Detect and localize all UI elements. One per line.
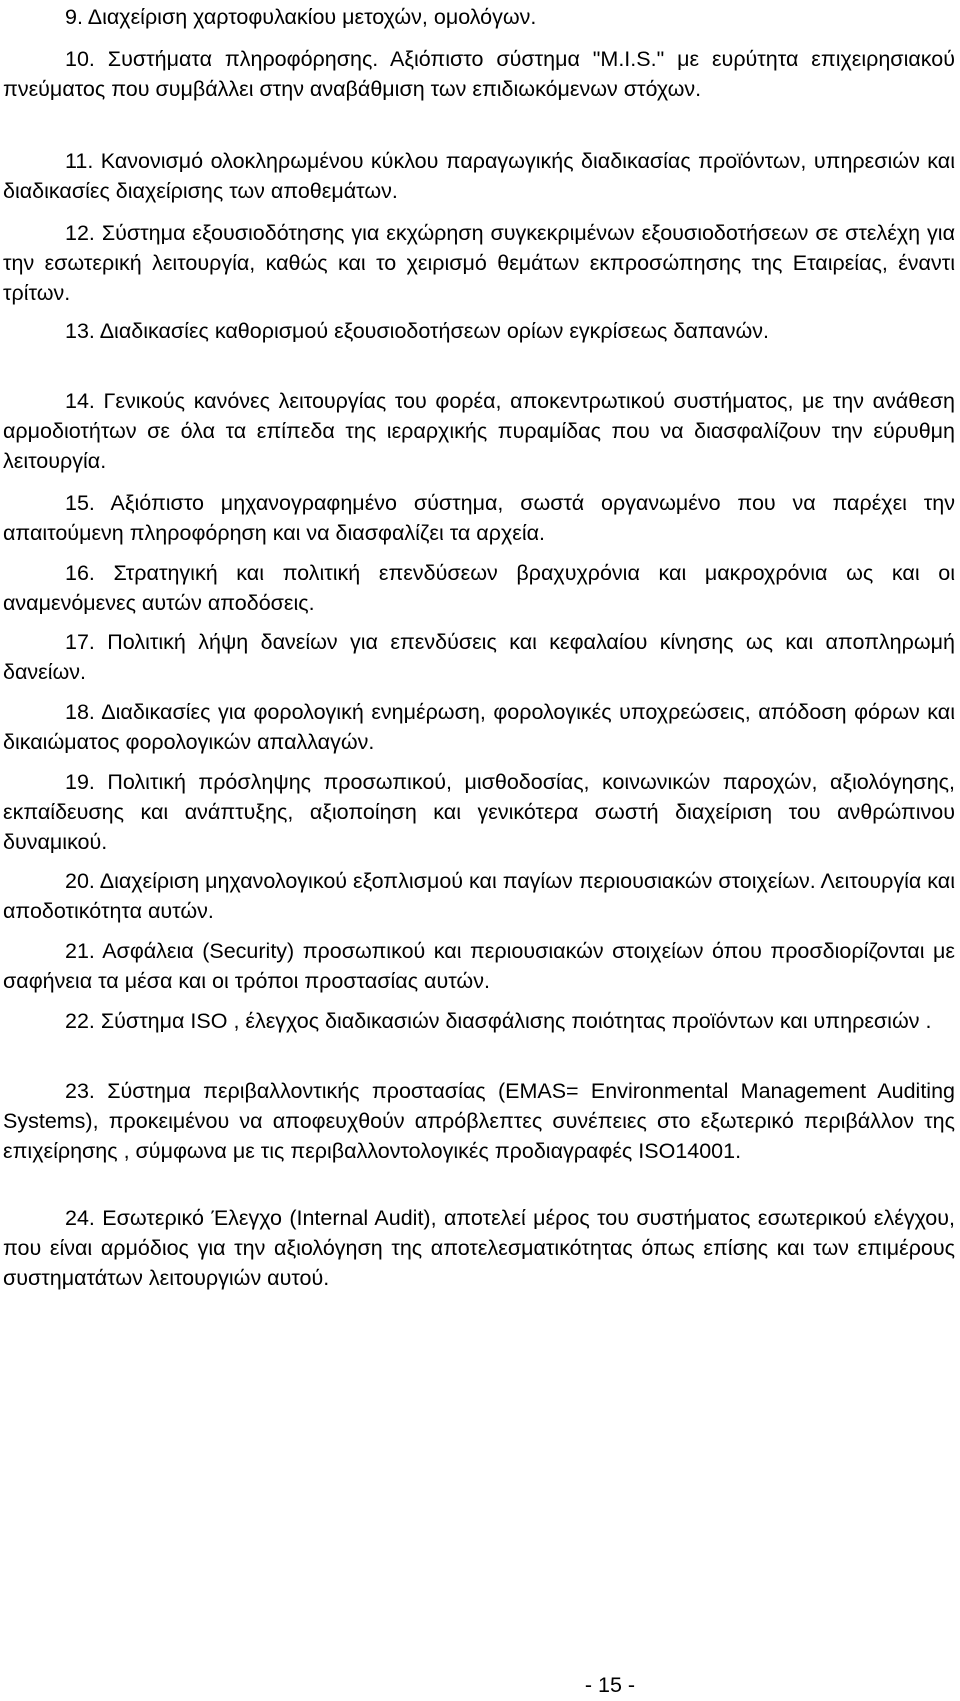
item-text: Πολιτική πρόσληψης προσωπικού, μισθοδοσίας, κοινωνικών παροχών, αξιολόγησης, εκπαίδευσης και ανάπτυξης, αξιοποίηση και γενικότερα σωστή διαχείριση του ανθρώπινου δυναμικού. [3, 770, 955, 854]
list-item-12 [3, 218, 955, 308]
list-item-16 [3, 558, 955, 618]
item-number: 14. [65, 389, 95, 413]
list-item-22 [3, 1006, 955, 1036]
item-number: 13. [65, 319, 95, 343]
item-text: Συστήματα πληροφόρησης. Αξιόπιστο σύστημα "M.I.S." με ευρύτητα επιχειρησιακού πνεύματος που συμβάλλει στην αναβάθμιση των επιδιωκόμενων στόχων. [3, 47, 955, 101]
item-text: Ασφάλεια (Security) προσωπικού και περιουσιακών στοιχείων όπου προσδιορίζονται με σαφήνεια τα μέσα και οι τρόποι προστασίας αυτών. [3, 939, 955, 993]
item-number: 9. [65, 5, 83, 29]
item-number: 16. [65, 561, 95, 585]
list-item-13 [3, 316, 955, 346]
item-number: 18. [65, 700, 95, 724]
item-text: Διαχείριση μηχανολογικού εξοπλισμού και παγίων περιουσιακών στοιχείων. Λειτουργία και αποδοτικότητα αυτών. [3, 869, 955, 923]
page-number: - 15 - [584, 1673, 636, 1697]
list-item-9 [3, 2, 955, 32]
list-item-11 [3, 146, 955, 206]
list-item-24 [3, 1203, 955, 1293]
item-text: Αξιόπιστο μηχανογραφημένο σύστημα, σωστά οργανωμένο που να παρέχει την απαιτούμενη πληροφόρηση και να διασφαλίζει τα αρχεία. [3, 491, 955, 545]
item-text: Κανονισμό ολοκληρωμένου κύκλου παραγωγικής διαδικασίας προϊόντων, υπηρεσιών και διαδικασίες διαχείρισης των αποθεμάτων. [3, 149, 955, 203]
item-number: 22. [65, 1009, 95, 1033]
item-text: Εσωτερικό Έλεγχο (Internal Audit), αποτελεί μέρος του συστήματος εσωτερικού ελέγχου, που είναι αρμόδιος για την αξιολόγηση της αποτελεσματικότητας όπως επίσης και των επιμέρους συστηματάτων λειτουργιών αυτού. [3, 1206, 955, 1290]
item-text: Σύστημα εξουσιοδότησης για εκχώρηση συγκεκριμένων εξουσιοδοτήσεων σε στελέχη για την εσωτερική λειτουργία, καθώς και το χειρισμό θεμάτων εκπροσώπησης της Εταιρείας, έναντι τρίτων. [3, 221, 955, 305]
item-text: Σύστημα ISO , έλεγχος διαδικασιών διασφάλισης ποιότητας προϊόντων και υπηρεσιών . [100, 1009, 932, 1033]
list-item-18 [3, 697, 955, 757]
item-text: Σύστημα περιβαλλοντικής προστασίας (EMAS= Environmental Management Auditing Systems), προκειμένου να αποφευχθούν απρόβλεπτες συνέπειες στο εξωτερικό περιβάλλον της επιχείρησης , σύμφωνα με τις περιβαλλοντολογικές προδιαγραφές ISO14001. [3, 1079, 955, 1163]
list-item-20 [3, 866, 955, 926]
item-text: Διαδικασίες καθορισμού εξουσιοδοτήσεων ορίων εγκρίσεως δαπανών. [99, 319, 770, 343]
item-number: 24. [65, 1206, 95, 1230]
item-number: 19. [65, 770, 95, 794]
item-text: Στρατηγική και πολιτική επενδύσεων βραχυχρόνια και μακροχρόνια ως και οι αναμενόμενες αυτών αποδόσεις. [3, 561, 955, 615]
item-text: Διαδικασίες για φορολογική ενημέρωση, φορολογικές υποχρεώσεις, απόδοση φόρων και δικαιώματος φορολογικών απαλλαγών. [3, 700, 955, 754]
item-number: 10. [65, 47, 95, 71]
list-item-23 [3, 1076, 955, 1166]
item-number: 11. [65, 149, 94, 173]
list-item-21 [3, 936, 955, 996]
item-text: Γενικούς κανόνες λειτουργίας του φορέα, αποκεντρωτικού συστήματος, με την ανάθεση αρμοδιοτήτων σε όλα τα επίπεδα της ιεραρχικής πυραμίδας που να διασφαλίζουν την εύρυθμη λειτουργία. [3, 389, 955, 473]
list-item-17 [3, 627, 955, 687]
list-item-14 [3, 386, 955, 476]
item-number: 21. [65, 939, 95, 963]
item-number: 20. [65, 869, 95, 893]
item-text: Διαχείριση χαρτοφυλακίου μετοχών, ομολόγων. [87, 5, 537, 29]
item-number: 12. [65, 221, 95, 245]
item-number: 23. [65, 1079, 95, 1103]
item-number: 15. [65, 491, 95, 515]
item-number: 17. [65, 630, 95, 654]
list-item-10 [3, 44, 955, 104]
item-text: Πολιτική λήψη δανείων για επενδύσεις και κεφαλαίου κίνησης ως και αποπληρωμή δανείων. [3, 630, 956, 684]
list-item-19 [3, 767, 955, 857]
list-item-15 [3, 488, 955, 548]
